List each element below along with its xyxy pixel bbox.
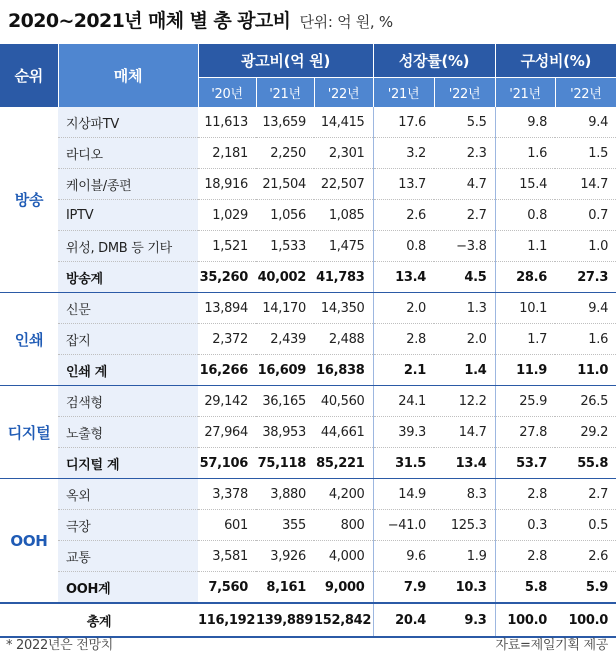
total-value-cell: 100.0: [555, 603, 616, 637]
table-row: [0, 324, 616, 355]
value-cell: 3,378: [198, 479, 256, 510]
value-cell: 2.8: [495, 479, 555, 510]
value-cell: 0.7: [555, 200, 616, 231]
value-cell: 24.1: [373, 386, 434, 417]
value-cell: 3,880: [256, 479, 314, 510]
header-growth: 성장률(%): [373, 44, 495, 78]
value-cell: 1,056: [256, 200, 314, 231]
total-value-cell: 139,889: [256, 603, 314, 637]
value-cell: 2.0: [373, 293, 434, 324]
media-name-cell: 교통: [58, 541, 198, 572]
value-cell: 1.3: [434, 293, 495, 324]
value-cell: 11.0: [555, 355, 616, 386]
page-title: 2020~2021년 매체 별 총 광고비: [8, 10, 291, 32]
value-cell: 8,161: [256, 572, 314, 604]
value-cell: 125.3: [434, 510, 495, 541]
table-row: [0, 169, 616, 200]
value-cell: 2.0: [434, 324, 495, 355]
header-growth-year: '22년: [434, 78, 495, 108]
value-cell: 38,953: [256, 417, 314, 448]
table-row: [0, 541, 616, 572]
total-value-cell: 152,842: [314, 603, 373, 637]
subtotal-row: [0, 355, 616, 386]
value-cell: 44,661: [314, 417, 373, 448]
value-cell: 10.3: [434, 572, 495, 604]
value-cell: 25.9: [495, 386, 555, 417]
source-credit: 자료=제일기획 제공: [495, 638, 608, 653]
table-row: [0, 510, 616, 541]
value-cell: 22,507: [314, 169, 373, 200]
header-rank: 순위: [0, 44, 58, 107]
header-ad-year: '21년: [256, 78, 314, 108]
value-cell: 4,000: [314, 541, 373, 572]
value-cell: 14,350: [314, 293, 373, 324]
value-cell: 39.3: [373, 417, 434, 448]
value-cell: 10.1: [495, 293, 555, 324]
header-ad-year: '22년: [314, 78, 373, 108]
value-cell: 13.4: [373, 262, 434, 293]
value-cell: 7,560: [198, 572, 256, 604]
value-cell: 1,029: [198, 200, 256, 231]
subtotal-row: [0, 448, 616, 479]
value-cell: 28.6: [495, 262, 555, 293]
value-cell: 18,916: [198, 169, 256, 200]
total-row: [0, 603, 616, 637]
value-cell: 3,581: [198, 541, 256, 572]
table-row: [0, 231, 616, 262]
value-cell: 2.3: [434, 138, 495, 169]
value-cell: 14.7: [434, 417, 495, 448]
value-cell: 13.7: [373, 169, 434, 200]
value-cell: 2.7: [555, 479, 616, 510]
media-name-cell: 극장: [58, 510, 198, 541]
value-cell: 21,504: [256, 169, 314, 200]
media-name-cell: 옥외: [58, 479, 198, 510]
media-name-cell: 인쇄 계: [58, 355, 198, 386]
value-cell: 41,783: [314, 262, 373, 293]
value-cell: 15.4: [495, 169, 555, 200]
value-cell: 5.5: [434, 107, 495, 138]
value-cell: 1.6: [495, 138, 555, 169]
value-cell: 14,170: [256, 293, 314, 324]
value-cell: 2,372: [198, 324, 256, 355]
media-name-cell: 노출형: [58, 417, 198, 448]
value-cell: 27.3: [555, 262, 616, 293]
value-cell: 1.0: [555, 231, 616, 262]
group-label: OOH: [0, 479, 58, 604]
value-cell: 40,002: [256, 262, 314, 293]
value-cell: 8.3: [434, 479, 495, 510]
value-cell: 1.9: [434, 541, 495, 572]
value-cell: 13,659: [256, 107, 314, 138]
value-cell: 14.9: [373, 479, 434, 510]
header-share-year: '21년: [495, 78, 555, 108]
value-cell: 35,260: [198, 262, 256, 293]
value-cell: 31.5: [373, 448, 434, 479]
ad-spend-table: [0, 44, 616, 638]
value-cell: 1,521: [198, 231, 256, 262]
value-cell: 13.4: [434, 448, 495, 479]
value-cell: 11.9: [495, 355, 555, 386]
group-label: 인쇄: [0, 293, 58, 386]
value-cell: 1,533: [256, 231, 314, 262]
value-cell: 29,142: [198, 386, 256, 417]
value-cell: 55.8: [555, 448, 616, 479]
value-cell: 40,560: [314, 386, 373, 417]
value-cell: 14,415: [314, 107, 373, 138]
value-cell: 601: [198, 510, 256, 541]
total-value-cell: 100.0: [495, 603, 555, 637]
media-name-cell: 방송계: [58, 262, 198, 293]
footnote: * 2022년은 전망치: [6, 638, 114, 653]
value-cell: 0.3: [495, 510, 555, 541]
value-cell: 1,085: [314, 200, 373, 231]
value-cell: 7.9: [373, 572, 434, 604]
value-cell: 0.8: [373, 231, 434, 262]
value-cell: 2.1: [373, 355, 434, 386]
value-cell: −41.0: [373, 510, 434, 541]
value-cell: 1.6: [555, 324, 616, 355]
header-share: 구성비(%): [495, 44, 616, 78]
value-cell: 1.5: [555, 138, 616, 169]
value-cell: 5.8: [495, 572, 555, 604]
media-name-cell: 케이블/종편: [58, 169, 198, 200]
value-cell: 2.6: [373, 200, 434, 231]
unit-label: 단위: 억 원, %: [299, 13, 393, 31]
value-cell: 13,894: [198, 293, 256, 324]
value-cell: 17.6: [373, 107, 434, 138]
value-cell: 4.7: [434, 169, 495, 200]
value-cell: 9.8: [495, 107, 555, 138]
table-row: [0, 417, 616, 448]
value-cell: 1.7: [495, 324, 555, 355]
total-label: 총계: [0, 603, 198, 637]
value-cell: 53.7: [495, 448, 555, 479]
value-cell: 29.2: [555, 417, 616, 448]
value-cell: 4.5: [434, 262, 495, 293]
total-value-cell: 20.4: [373, 603, 434, 637]
value-cell: 2,488: [314, 324, 373, 355]
value-cell: 0.8: [495, 200, 555, 231]
value-cell: 2,181: [198, 138, 256, 169]
value-cell: 14.7: [555, 169, 616, 200]
media-name-cell: 검색형: [58, 386, 198, 417]
value-cell: 2.8: [495, 541, 555, 572]
media-name-cell: 라디오: [58, 138, 198, 169]
value-cell: 27,964: [198, 417, 256, 448]
value-cell: 36,165: [256, 386, 314, 417]
value-cell: 800: [314, 510, 373, 541]
value-cell: 0.5: [555, 510, 616, 541]
value-cell: −3.8: [434, 231, 495, 262]
value-cell: 1.1: [495, 231, 555, 262]
subtotal-row: [0, 572, 616, 604]
value-cell: 27.8: [495, 417, 555, 448]
value-cell: 9.6: [373, 541, 434, 572]
value-cell: 2,250: [256, 138, 314, 169]
header-ad-cost: 광고비(억 원): [198, 44, 373, 78]
table-row: [0, 107, 616, 138]
value-cell: 12.2: [434, 386, 495, 417]
value-cell: 2.8: [373, 324, 434, 355]
header-media: 매체: [58, 44, 198, 107]
value-cell: 2,301: [314, 138, 373, 169]
media-name-cell: IPTV: [58, 200, 198, 231]
table-row: [0, 293, 616, 324]
value-cell: 2,439: [256, 324, 314, 355]
value-cell: 16,609: [256, 355, 314, 386]
value-cell: 2.6: [555, 541, 616, 572]
header-ad-year: '20년: [198, 78, 256, 108]
media-name-cell: 위성, DMB 등 기타: [58, 231, 198, 262]
table-row: [0, 200, 616, 231]
media-name-cell: OOH계: [58, 572, 198, 604]
value-cell: 9.4: [555, 107, 616, 138]
value-cell: 26.5: [555, 386, 616, 417]
value-cell: 5.9: [555, 572, 616, 604]
subtotal-row: [0, 262, 616, 293]
media-name-cell: 잡지: [58, 324, 198, 355]
table-row: [0, 138, 616, 169]
total-value-cell: 116,192: [198, 603, 256, 637]
value-cell: 3,926: [256, 541, 314, 572]
value-cell: 9.4: [555, 293, 616, 324]
value-cell: 1,475: [314, 231, 373, 262]
value-cell: 16,266: [198, 355, 256, 386]
header-share-year: '22년: [555, 78, 616, 108]
value-cell: 9,000: [314, 572, 373, 604]
value-cell: 75,118: [256, 448, 314, 479]
table-body: [0, 107, 616, 637]
table-title-bar: [8, 4, 393, 38]
group-label: 디지털: [0, 386, 58, 479]
value-cell: 57,106: [198, 448, 256, 479]
header-growth-year: '21년: [373, 78, 434, 108]
value-cell: 4,200: [314, 479, 373, 510]
media-name-cell: 지상파TV: [58, 107, 198, 138]
value-cell: 11,613: [198, 107, 256, 138]
table-row: [0, 479, 616, 510]
media-name-cell: 디지털 계: [58, 448, 198, 479]
value-cell: 1.4: [434, 355, 495, 386]
media-name-cell: 신문: [58, 293, 198, 324]
value-cell: 355: [256, 510, 314, 541]
value-cell: 3.2: [373, 138, 434, 169]
value-cell: 16,838: [314, 355, 373, 386]
table-row: [0, 386, 616, 417]
group-label: 방송: [0, 107, 58, 293]
value-cell: 2.7: [434, 200, 495, 231]
value-cell: 85,221: [314, 448, 373, 479]
total-value-cell: 9.3: [434, 603, 495, 637]
